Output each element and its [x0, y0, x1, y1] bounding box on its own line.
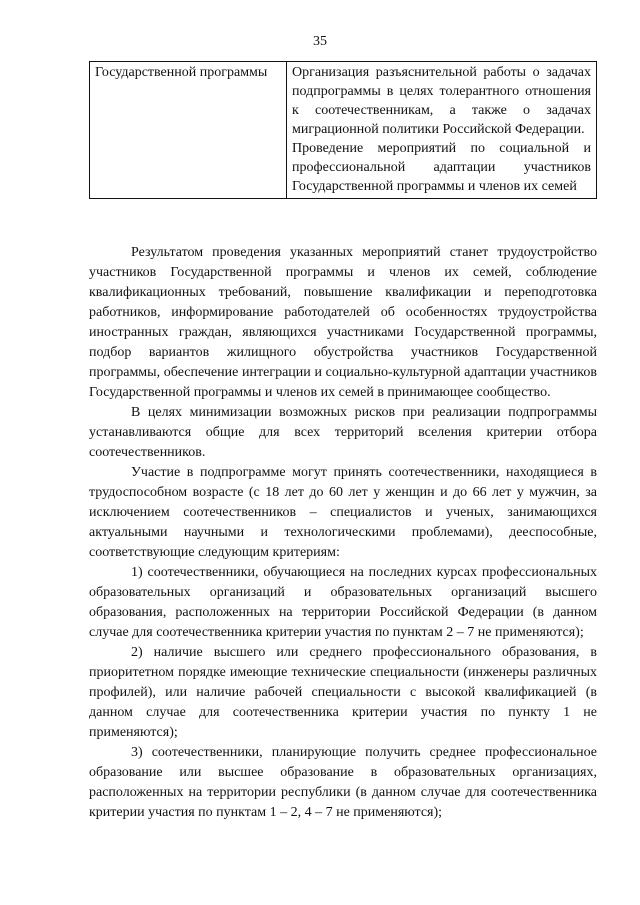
paragraph: В целях минимизации возможных рисков при реализации подпрограммы устанавливаются общие для всех территорий вселения критерии отбора соотечественников. — [89, 405, 597, 460]
list-item: 2) наличие высшего или среднего профессионального образования, в приоритетном порядке имеющие технические специальности (инженеры различных профилей), или наличие рабочей специальности с высокой квалификацией (в данном случае для соотечественника критерии участия по пункту 1 не применяются); — [89, 645, 597, 740]
table-cell-text: Государственной программы — [95, 65, 268, 80]
list-item: 3) соотечественники, планирующие получить среднее профессиональное образование или высшее образование в образовательных организациях, расположенных на территории республики (в данном случае для соотечественника критерии участия по пунктам 1 – 2, 4 – 7 не применяются); — [89, 745, 597, 820]
paragraph: Результатом проведения указанных мероприятий станет трудоустройство участников Государственной программы и членов их семей, соблюдение квалификационных требований, повышение квалификации и переподготовка работников, информирование работодателей об особенностях трудоустройства иностранных граждан, являющихся участниками Государственной программы, подбор вариантов жилищного обустройства участников Государственной программы, обеспечение интеграции и социально-культурной адаптации участников Государственной программы и членов их семей в принимающее сообщество. — [89, 245, 597, 400]
table-row — [90, 62, 597, 199]
table-cell-text: Проведение мероприятий по социальной и профессиональной адаптации участников Государственной программы и членов их семей — [292, 141, 591, 194]
table-cell-text: Организация разъяснительной работы о задачах подпрограммы в целях толерантного отношения к соотечественникам, а также о задачах миграционной политики Российской Федерации. — [292, 65, 591, 137]
program-table — [89, 61, 597, 199]
table-cell-program-label — [90, 62, 287, 199]
document-body — [89, 243, 597, 823]
list-item: 1) соотечественники, обучающиеся на последних курсах профессиональных образовательных организаций и образовательных организаций высшего образования, расположенных на территории Российской Федерации (в данном случае для соотечественника критерии участия по пунктам 2 – 7 не применяются); — [89, 565, 597, 640]
paragraph: Участие в подпрограмме могут принять соотечественники, находящиеся в трудоспособном возрасте (с 18 лет до 60 лет у женщин и до 66 лет у мужчин, за исключением соотечественников – специалистов и ученых, занимающихся актуальными научными и технологическими проблемами), дееспособные, соответствующие следующим критериям: — [89, 465, 597, 560]
page-number: 35 — [313, 34, 327, 49]
table-cell-measures — [287, 62, 597, 199]
